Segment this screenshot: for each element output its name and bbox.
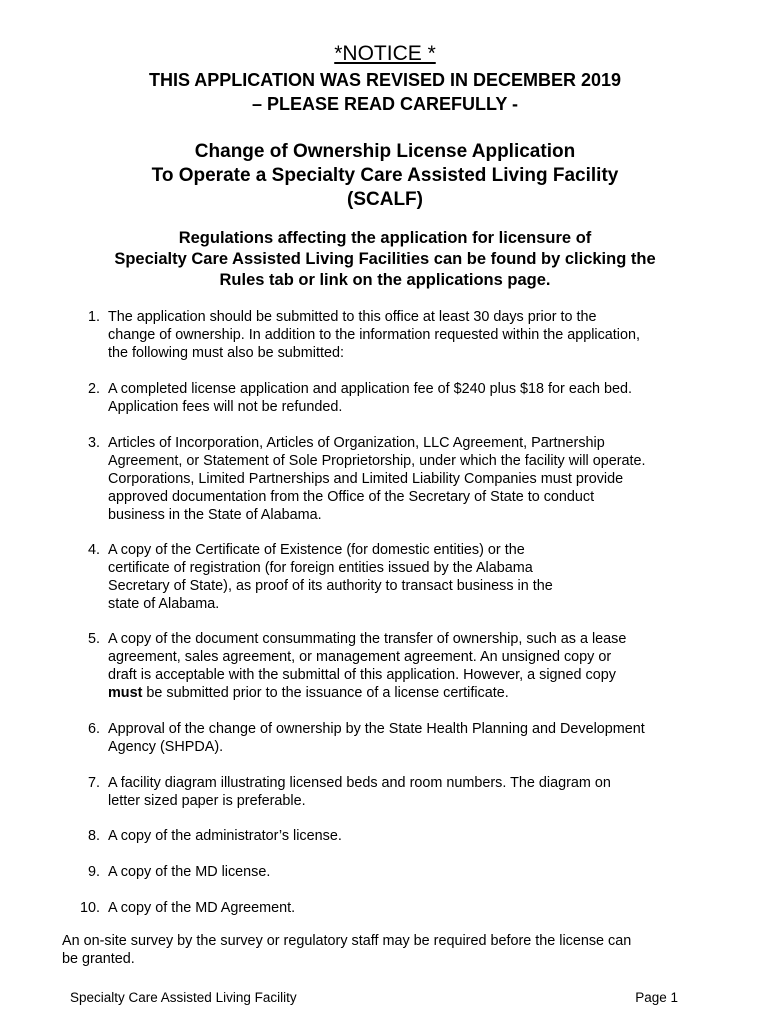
text-line: Agency (SHPDA). [108, 739, 224, 755]
list-item-text [108, 863, 748, 881]
text-line: Articles of Incorporation, Articles of Organization, LLC Agreement, Partnership [108, 435, 605, 451]
notice-heading [0, 42, 770, 66]
text-line: A copy of the Certificate of Existence (for domestic entities) or the [108, 542, 525, 558]
list-item-text [108, 827, 748, 845]
list-item-number: 3. [87, 435, 100, 451]
regulations-line: Specialty Care Assisted Living Facilities can be found by clicking the [114, 250, 656, 268]
text-line: agreement, sales agreement, or management agreement. An unsigned copy or [108, 649, 612, 665]
text-line: Secretary of State), as proof of its authority to transact business in the [108, 578, 553, 594]
text-line: letter sized paper is preferable. [108, 793, 306, 809]
list-item-number: 9. [87, 864, 100, 880]
text-line: The application should be submitted to this office at least 30 days prior to the [108, 309, 597, 325]
revision-line: – PLEASE READ CAREFULLY - [251, 94, 519, 114]
text-line: draft is acceptable with the submittal of this application. However, a signed copy [108, 667, 616, 683]
text-line: A facility diagram illustrating licensed beds and room numbers. The diagram on [108, 775, 611, 791]
list-item-text [108, 541, 748, 613]
list-item-number: 8. [87, 828, 100, 844]
text-line: Corporations, Limited Partnerships and Limited Liability Companies must provide [108, 471, 624, 487]
list-item-number: 5. [87, 631, 100, 647]
list-item-number: 4. [87, 542, 100, 558]
emphasis-must: must [108, 685, 143, 701]
text-line: be granted. [62, 951, 135, 967]
closing-paragraph [62, 932, 742, 968]
notice-heading-text: *NOTICE * [334, 42, 436, 65]
title-line: Change of Ownership License Application [194, 141, 576, 162]
text-line: A copy of the document consummating the transfer of ownership, such as a lease [108, 631, 627, 647]
page-number: Page 1 [635, 990, 678, 1005]
revision-line: THIS APPLICATION WAS REVISED IN DECEMBER 2019 [148, 70, 622, 90]
list-item-text [108, 434, 748, 524]
list-item-number: 1. [87, 309, 100, 325]
regulations-line: Rules tab or link on the applications page. [219, 271, 551, 289]
text-line: A copy of the MD license. [108, 864, 271, 880]
text-line: Application fees will not be refunded. [108, 399, 343, 415]
text-line: business in the State of Alabama. [108, 507, 322, 523]
list-item-number: 7. [87, 775, 100, 791]
text-line: change of ownership. In addition to the information requested within the application, [108, 327, 640, 343]
text-line: A copy of the administrator’s license. [108, 828, 342, 844]
text-line: A copy of the MD Agreement. [108, 900, 296, 916]
title-line: (SCALF) [347, 189, 423, 210]
title-line: To Operate a Specialty Care Assisted Living Facility [151, 165, 619, 186]
text-line: Agreement, or Statement of Sole Proprietorship, under which the facility will operate. [108, 453, 646, 469]
footer-title: Specialty Care Assisted Living Facility [70, 990, 297, 1005]
text-line: A completed license application and application fee of $240 plus $18 for each bed. [108, 381, 633, 397]
list-item-text [108, 630, 748, 702]
document-title [0, 140, 770, 212]
text-line [108, 684, 748, 702]
revision-notice [0, 68, 770, 116]
list-item-number: 10. [79, 900, 100, 916]
text-line: state of Alabama. [108, 596, 220, 612]
list-item-number: 2. [87, 381, 100, 397]
list-item-text [108, 899, 748, 917]
list-item-text [108, 380, 748, 416]
text-line: Approval of the change of ownership by the State Health Planning and Development [108, 721, 645, 737]
list-item-text [108, 720, 748, 756]
text-line: approved documentation from the Office of the Secretary of State to conduct [108, 489, 595, 505]
text-line: certificate of registration (for foreign entities issued by the Alabama [108, 560, 533, 576]
text-line-rest: be submitted prior to the issuance of a license certificate. [142, 685, 509, 701]
regulations-note [0, 228, 770, 291]
list-item-text [108, 774, 748, 810]
regulations-line: Regulations affecting the application for licensure of [178, 229, 592, 247]
text-line: the following must also be submitted: [108, 345, 344, 361]
list-item-text [108, 308, 748, 362]
list-item-number: 6. [87, 721, 100, 737]
text-line: An on-site survey by the survey or regulatory staff may be required before the license can [62, 933, 632, 949]
